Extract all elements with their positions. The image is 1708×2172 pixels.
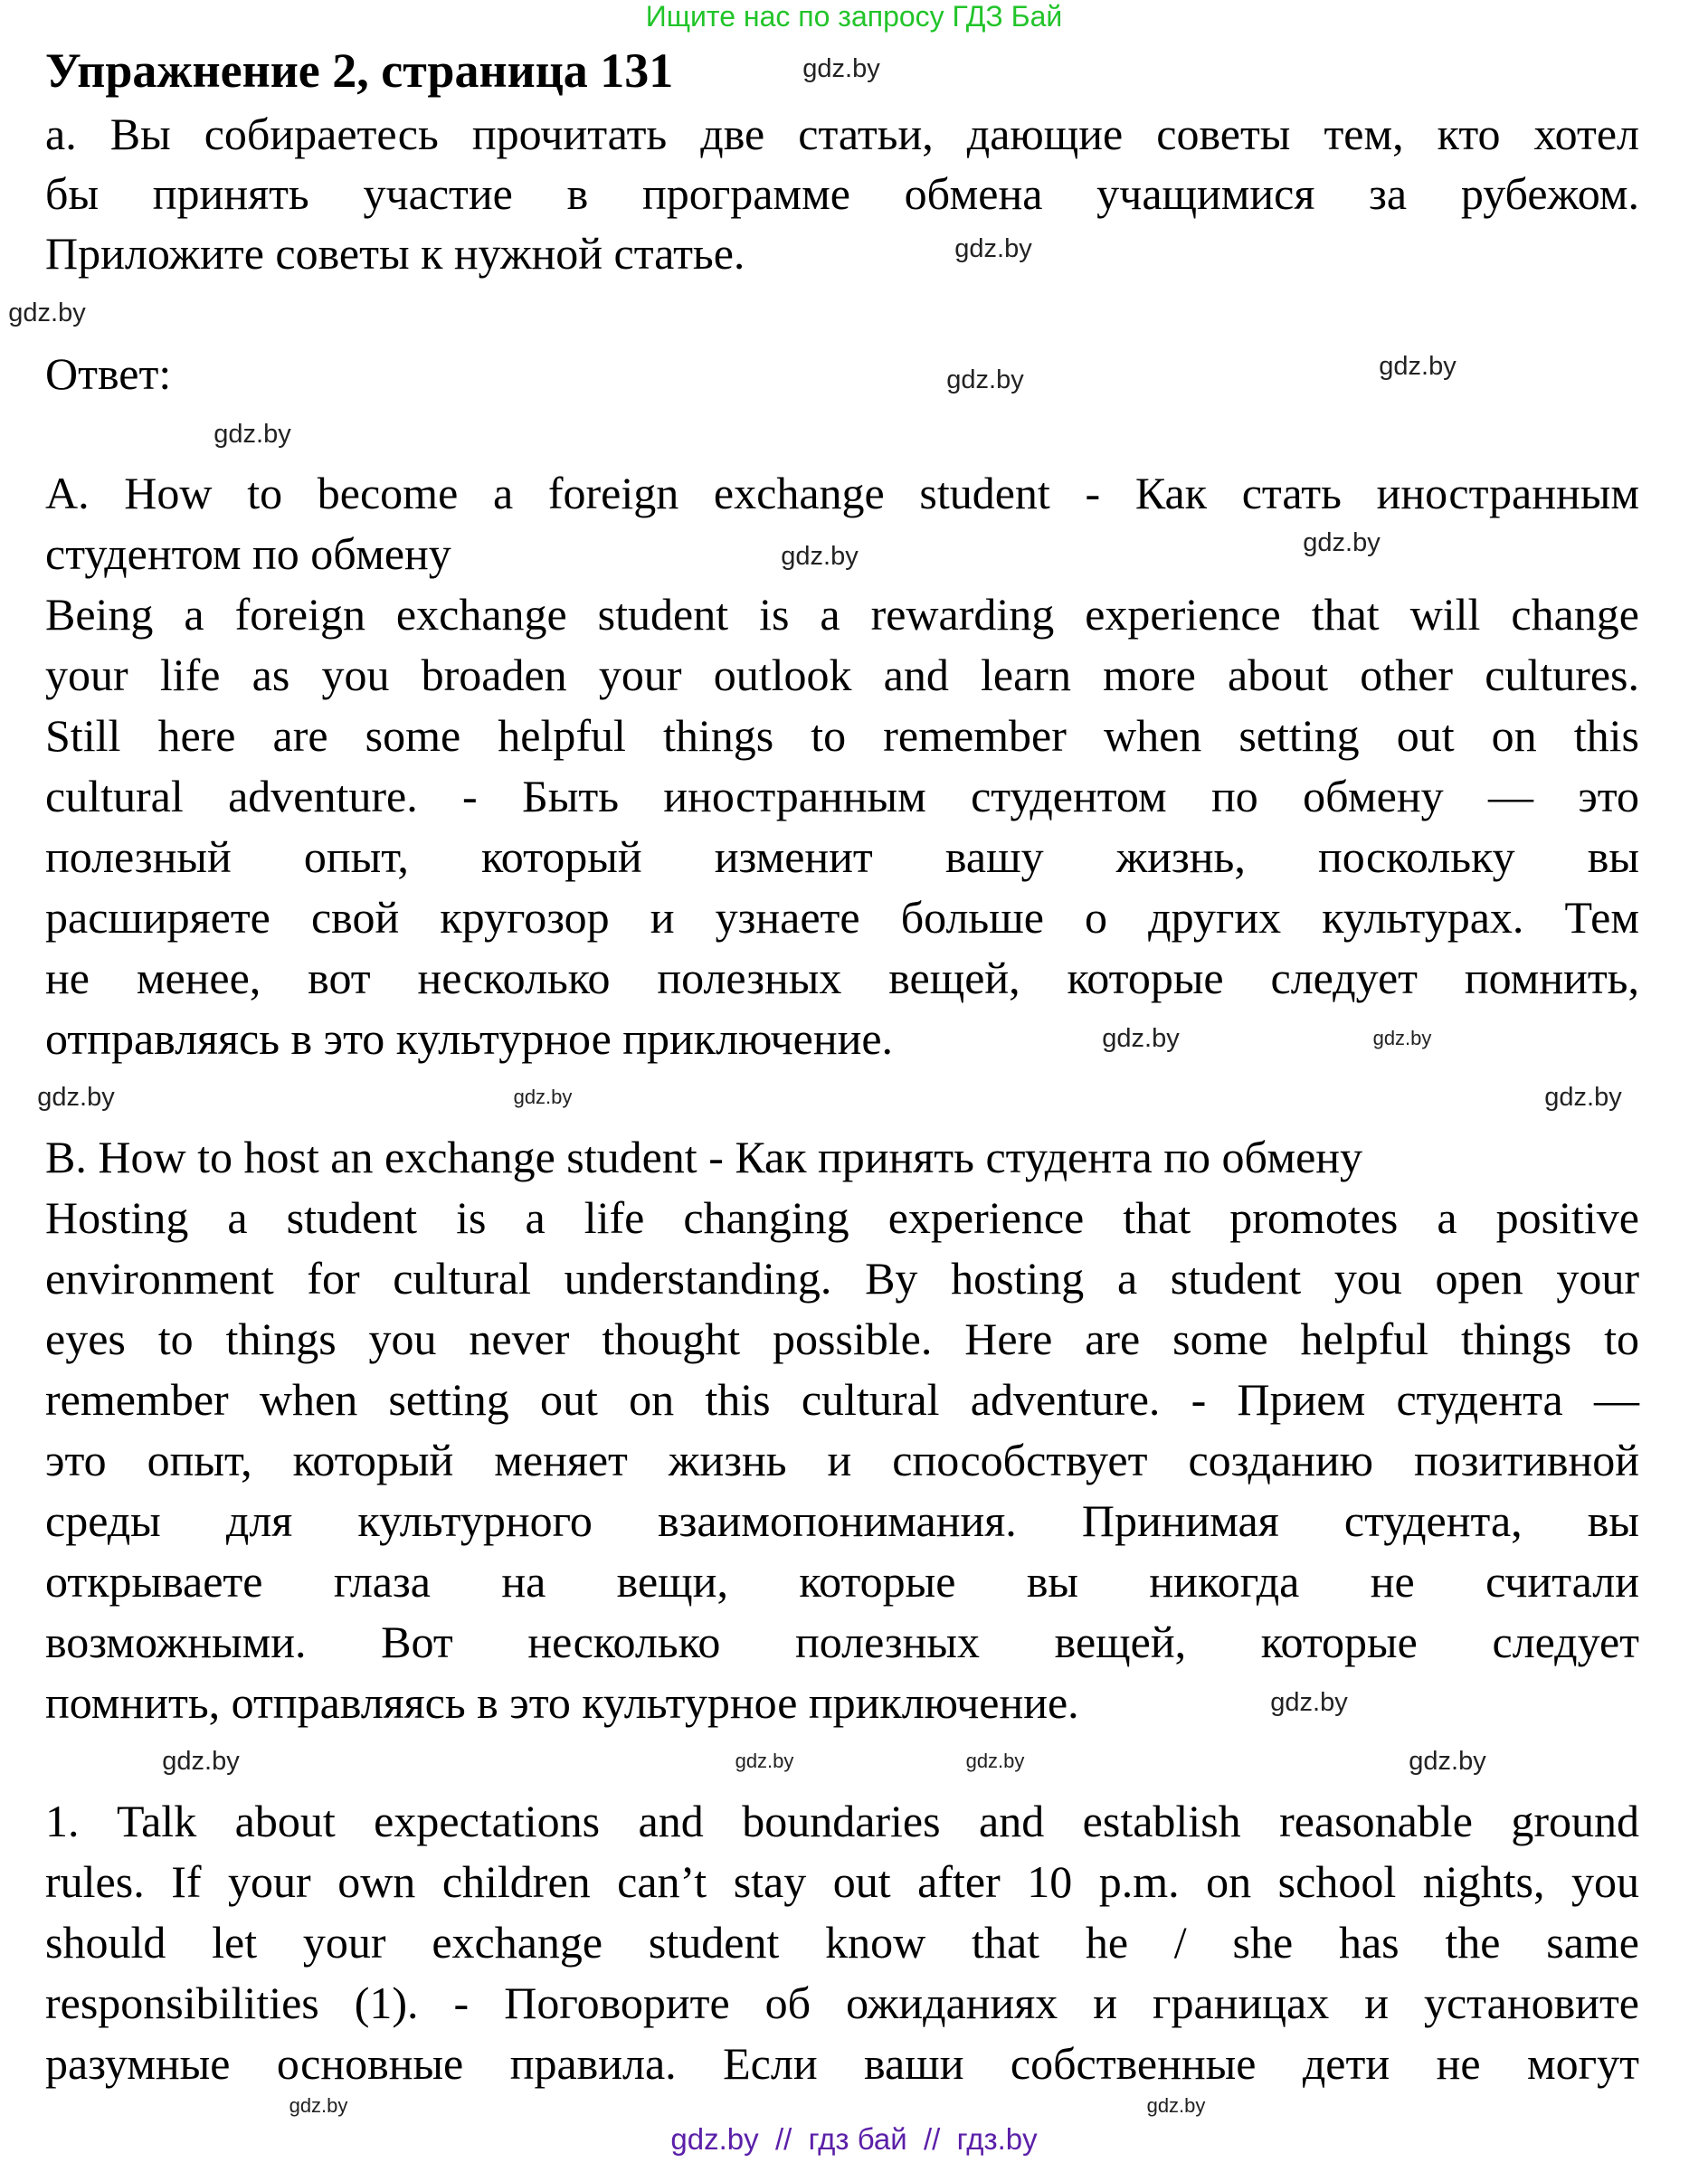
section-b-line: Hosting a student is a life changing experience that promotes a positive <box>45 1192 1639 1243</box>
section-b-line: это опыт, который меняет жизнь и способствует созданию позитивной <box>45 1435 1639 1485</box>
section-a-line: Being a foreign exchange student is a rewarding experience that will change <box>45 589 1639 640</box>
section-a-line: Still here are some helpful things to remember when setting out on this <box>45 710 1639 761</box>
watermark: gdz.by <box>214 420 291 449</box>
watermark: gdz.by <box>1544 1083 1622 1112</box>
section-b-line: помнить, отправляясь в это культурное приключение. <box>45 1677 1079 1728</box>
section-b-heading: B. How to host an exchange student - Как принять студента по обмену <box>45 1132 1363 1182</box>
watermark: gdz.by <box>1102 1024 1180 1053</box>
watermark: gdz.by <box>513 1086 573 1108</box>
footer-links: gdz.by // гдз бай // гдз.by <box>670 2122 1038 2156</box>
section-a-heading: A. How to become a foreign exchange student - Как стать иностранным <box>45 468 1639 518</box>
section-b-line: eyes to things you never thought possible. Here are some helpful things to <box>45 1314 1639 1364</box>
watermark: gdz.by <box>965 1750 1025 1772</box>
section-a-line: отправляясь в это культурное приключение. <box>45 1013 894 1064</box>
item-1-line: rules. If your own children can’t stay out after 10 p.m. on school nights, you <box>45 1856 1639 1907</box>
watermark: gdz.by <box>289 2094 348 2117</box>
watermark: gdz.by <box>8 299 86 327</box>
watermark: gdz.by <box>1379 352 1457 381</box>
watermark: gdz.by <box>946 365 1024 394</box>
answer-label: Ответ: <box>45 348 172 399</box>
section-a-line: cultural adventure. - Быть иностранным студентом по обмену — это <box>45 771 1639 821</box>
item-1-line: 1. Talk about expectations and boundaries and establish reasonable ground <box>45 1796 1639 1846</box>
watermark: gdz.by <box>37 1083 115 1112</box>
watermark: gdz.by <box>735 1750 794 1772</box>
section-a-line: расширяете свой кругозор и узнаете больше о других культурах. Тем <box>45 892 1639 943</box>
section-b-line: открываете глаза на вещи, которые вы никогда не считали <box>45 1556 1639 1607</box>
watermark: gdz.by <box>802 54 880 83</box>
task-line: а. Вы собираетесь прочитать две статьи, дающие советы тем, кто хотел <box>45 109 1639 159</box>
task-line: бы принять участие в программе обмена учащимися за рубежом. <box>45 168 1639 219</box>
watermark: gdz.by <box>1372 1027 1432 1049</box>
section-b-line: среды для культурного взаимопонимания. Принимая студента, вы <box>45 1495 1639 1546</box>
section-a-line: your life as you broaden your outlook and learn more about other cultures. <box>45 650 1639 700</box>
item-1-line: responsibilities (1). - Поговорите об ожиданиях и границах и установите <box>45 1978 1639 2028</box>
item-1-line: разумные основные правила. Если ваши собственные дети не могут <box>45 2038 1639 2089</box>
watermark: gdz.by <box>162 1747 240 1776</box>
section-a-heading: студентом по обмену <box>45 528 451 579</box>
watermark: gdz.by <box>1303 528 1381 557</box>
watermark: gdz.by <box>1270 1688 1348 1717</box>
watermark: gdz.by <box>954 234 1032 263</box>
item-1-line: should let your exchange student know that he / she has the same <box>45 1917 1639 1968</box>
watermark: gdz.by <box>1146 2094 1206 2117</box>
watermark: gdz.by <box>1409 1747 1486 1776</box>
section-b-line: environment for cultural understanding. By hosting a student you open your <box>45 1253 1639 1304</box>
search-banner: Ищите нас по запросу ГДЗ Бай <box>645 0 1063 33</box>
section-b-line: remember when setting out on this cultural adventure. - Прием студента — <box>45 1374 1639 1425</box>
section-a-line: не менее, вот несколько полезных вещей, которые следует помнить, <box>45 953 1639 1003</box>
section-b-line: возможными. Вот несколько полезных вещей, которые следует <box>45 1617 1639 1667</box>
section-a-line: полезный опыт, который изменит вашу жизнь, поскольку вы <box>45 831 1639 882</box>
watermark: gdz.by <box>781 542 859 571</box>
page-title: Упражнение 2, страница 131 <box>45 43 674 98</box>
task-line: Приложите советы к нужной статье. <box>45 228 745 279</box>
